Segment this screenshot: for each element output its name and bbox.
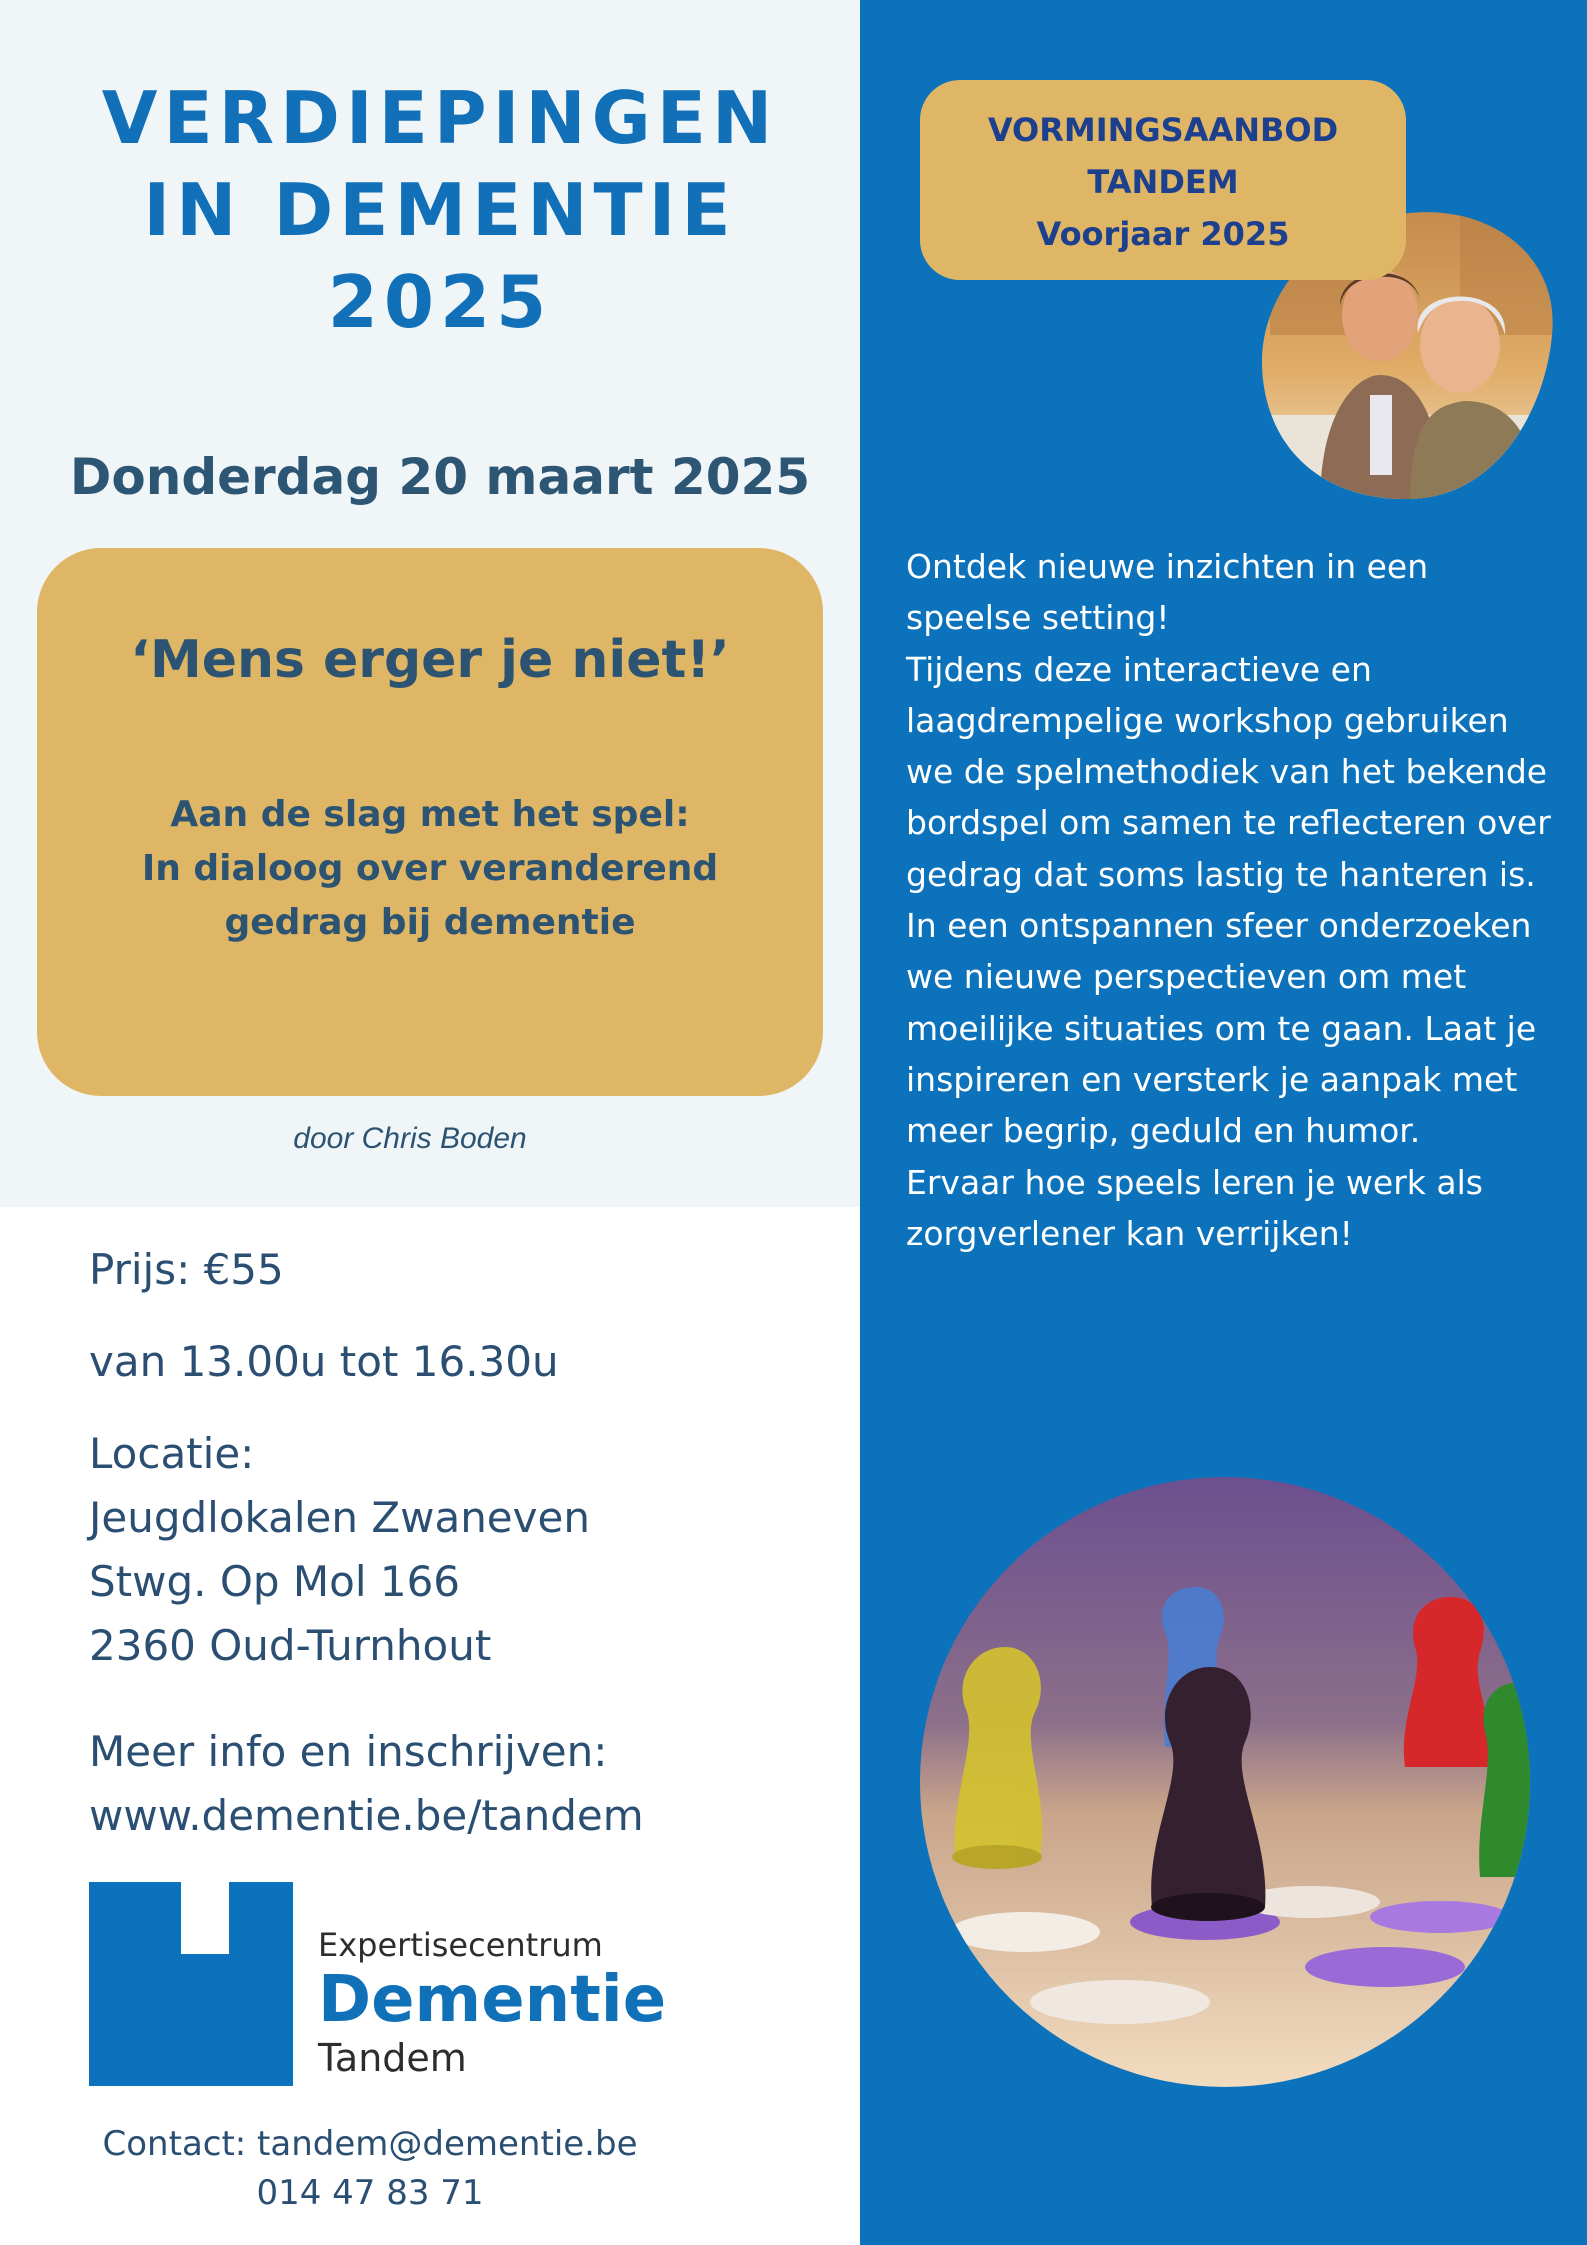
description-line: laagdrempelige workshop gebruiken <box>906 700 1509 740</box>
location-block <box>89 1422 590 1678</box>
description <box>906 541 1551 1259</box>
time-range: van 13.00u tot 16.30u <box>89 1337 559 1386</box>
price: Prijs: €55 <box>89 1245 284 1294</box>
speaker-credit: door Chris Boden <box>293 1122 527 1155</box>
description-line: inspireren en versterk je aanpak met <box>906 1059 1518 1099</box>
logo-icon <box>89 1882 293 2086</box>
subtitle-line-1: Aan de slag met het spel: <box>170 794 690 835</box>
location-label: Locatie: <box>89 1429 255 1478</box>
contact-email[interactable]: Contact: tandem@dementie.be <box>102 2124 638 2164</box>
logo-line-1: Expertisecentrum <box>318 1926 603 1964</box>
contact-phone: 014 47 83 71 <box>256 2173 484 2213</box>
description-line: we de spelmethodiek van het bekende <box>906 752 1548 792</box>
event-date: Donderdag 20 maart 2025 <box>69 448 811 506</box>
description-line: we nieuwe perspectieven om met <box>906 957 1467 997</box>
title-line-1: VERDIEPINGEN <box>101 76 779 160</box>
description-line: In een ontspannen sfeer onderzoeken <box>906 906 1532 946</box>
subtitle-line-2: In dialoog over veranderend <box>141 848 719 889</box>
workshop-title: ‘Mens erger je niet!’ <box>130 630 730 690</box>
title-line-2: IN DEMENTIE <box>143 168 737 252</box>
course-badge <box>920 80 1406 280</box>
more-info-label: Meer info en inschrijven: <box>89 1727 608 1776</box>
board-game-photo <box>920 1477 1530 2087</box>
workshop-subtitle <box>37 788 823 950</box>
description-line: meer begrip, geduld en humor. <box>906 1111 1421 1151</box>
description-line: zorgverlener kan verrijken! <box>906 1213 1353 1253</box>
title-line-3: 2025 <box>327 260 553 344</box>
description-line: Ontdek nieuwe inzichten in een <box>906 547 1429 586</box>
location-venue: Jeugdlokalen Zwaneven <box>89 1493 590 1542</box>
location-city: 2360 Oud-Turnhout <box>89 1621 492 1670</box>
website-link[interactable]: www.dementie.be/tandem <box>89 1791 644 1840</box>
description-line: bordspel om samen te reflecteren over <box>906 803 1551 843</box>
description-line: speelse setting! <box>906 598 1170 638</box>
badge-line-2: TANDEM <box>1087 163 1239 201</box>
badge-line-3: Voorjaar 2025 <box>1036 215 1290 253</box>
logo-line-2: Dementie <box>318 1963 667 2037</box>
description-line: moeilijke situaties om te gaan. Laat je <box>906 1008 1537 1048</box>
badge-line-1: VORMINGSAANBOD <box>987 111 1339 149</box>
subtitle-line-3: gedrag bij dementie <box>224 902 636 943</box>
workshop-box <box>37 548 823 1096</box>
description-line: Tijdens deze interactieve en <box>906 649 1372 689</box>
page-title <box>0 72 880 348</box>
description-line: gedrag dat soms lastig te hanteren is. <box>906 854 1536 894</box>
logo-line-3: Tandem <box>318 2036 467 2080</box>
description-line: Ervaar hoe speels leren je werk als <box>906 1162 1483 1202</box>
location-street: Stwg. Op Mol 166 <box>89 1557 461 1606</box>
more-info-block <box>89 1720 644 1848</box>
